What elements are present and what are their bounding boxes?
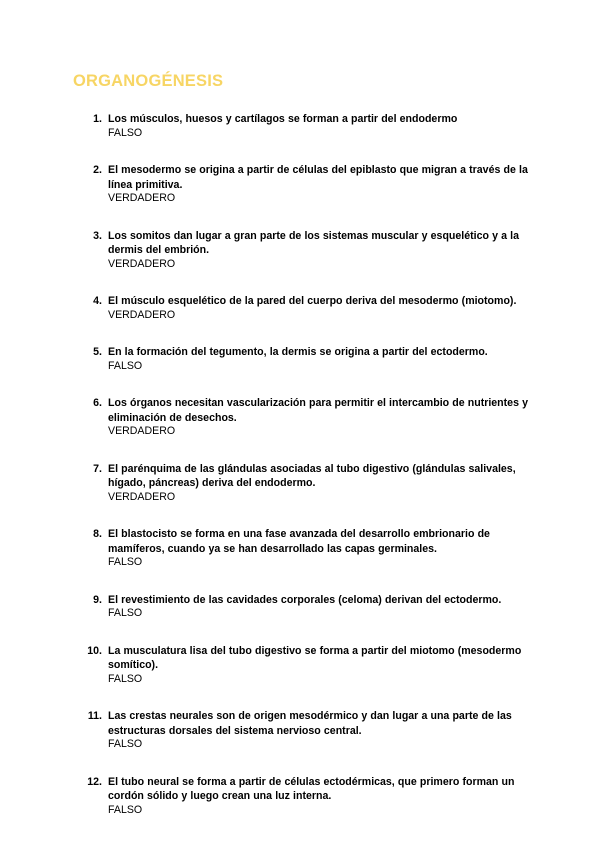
question-number: 10. — [87, 644, 102, 657]
question-number: 7. — [93, 462, 102, 475]
question-number: 8. — [93, 528, 102, 540]
question-number: 9. — [93, 593, 102, 606]
answer-text: FALSO — [108, 556, 143, 568]
answer-text: FALSO — [108, 359, 143, 372]
question-item — [0, 644, 600, 687]
question-text: Los músculos, huesos y cartílagos se forman a partir del endodermo — [108, 113, 458, 125]
answer-text: FALSO — [108, 126, 143, 139]
question-text: El músculo esquelético de la pared del cuerpo deriva del mesodermo (miotomo). — [108, 295, 517, 307]
question-number: 5. — [93, 346, 102, 358]
question-item — [0, 112, 600, 140]
question-text: El tubo neural se forma a partir de células ectodérmicas, que primero forman un cordón sólido y luego crean una luz interna. — [108, 775, 515, 802]
question-number: 12. — [87, 775, 102, 788]
question-text: El mesodermo se origina a partir de células del epiblasto que migran a través de la línea primitiva. — [108, 164, 528, 191]
question-number: 4. — [93, 295, 102, 307]
question-list — [0, 112, 600, 840]
answer-text: FALSO — [108, 738, 143, 750]
answer-text: VERDADERO — [108, 192, 176, 204]
answer-text: VERDADERO — [108, 308, 176, 321]
answer-text: VERDADERO — [108, 490, 176, 503]
question-text: El parénquima de las glándulas asociadas al tubo digestivo (glándulas salivales, hígado, páncreas) deriva del endodermo. — [108, 462, 516, 489]
question-item — [0, 527, 600, 570]
question-text: Los órganos necesitan vascularización para permitir el intercambio de nutrientes y eliminación de desechos. — [108, 397, 528, 424]
question-item — [0, 462, 600, 505]
question-item — [0, 396, 600, 439]
question-item — [0, 593, 600, 621]
page-title: ORGANOGÉNESIS — [73, 72, 224, 90]
answer-text: VERDADERO — [108, 257, 176, 270]
question-item — [0, 229, 600, 272]
question-item — [0, 294, 600, 322]
question-number: 3. — [93, 229, 102, 242]
answer-text: FALSO — [108, 607, 143, 619]
question-number: 6. — [93, 397, 102, 409]
answer-text: FALSO — [108, 803, 143, 816]
answer-text: VERDADERO — [108, 425, 176, 437]
answer-text: FALSO — [108, 672, 143, 685]
question-text: Las crestas neurales son de origen mesodérmico y dan lugar a una parte de las estructuras dorsales del sistema nervioso central. — [108, 710, 512, 737]
question-number: 2. — [93, 164, 102, 176]
question-text: El blastocisto se forma en una fase avanzada del desarrollo embrionario de mamíferos, cuando ya se han desarrollado las capas germinales. — [108, 528, 490, 555]
question-text: Los somitos dan lugar a gran parte de los sistemas muscular y esquelético y a la dermis del embrión. — [108, 229, 520, 256]
question-item — [0, 709, 600, 752]
question-text: La musculatura lisa del tubo digestivo se forma a partir del miotomo (mesodermo somítico). — [108, 644, 522, 671]
question-number: 11. — [87, 710, 102, 722]
question-number: 1. — [93, 113, 102, 125]
question-text: El revestimiento de las cavidades corporales (celoma) derivan del ectodermo. — [108, 593, 502, 606]
question-item — [0, 775, 600, 818]
question-item — [0, 163, 600, 206]
question-item — [0, 345, 600, 373]
question-text: En la formación del tegumento, la dermis se origina a partir del ectodermo. — [108, 346, 488, 358]
